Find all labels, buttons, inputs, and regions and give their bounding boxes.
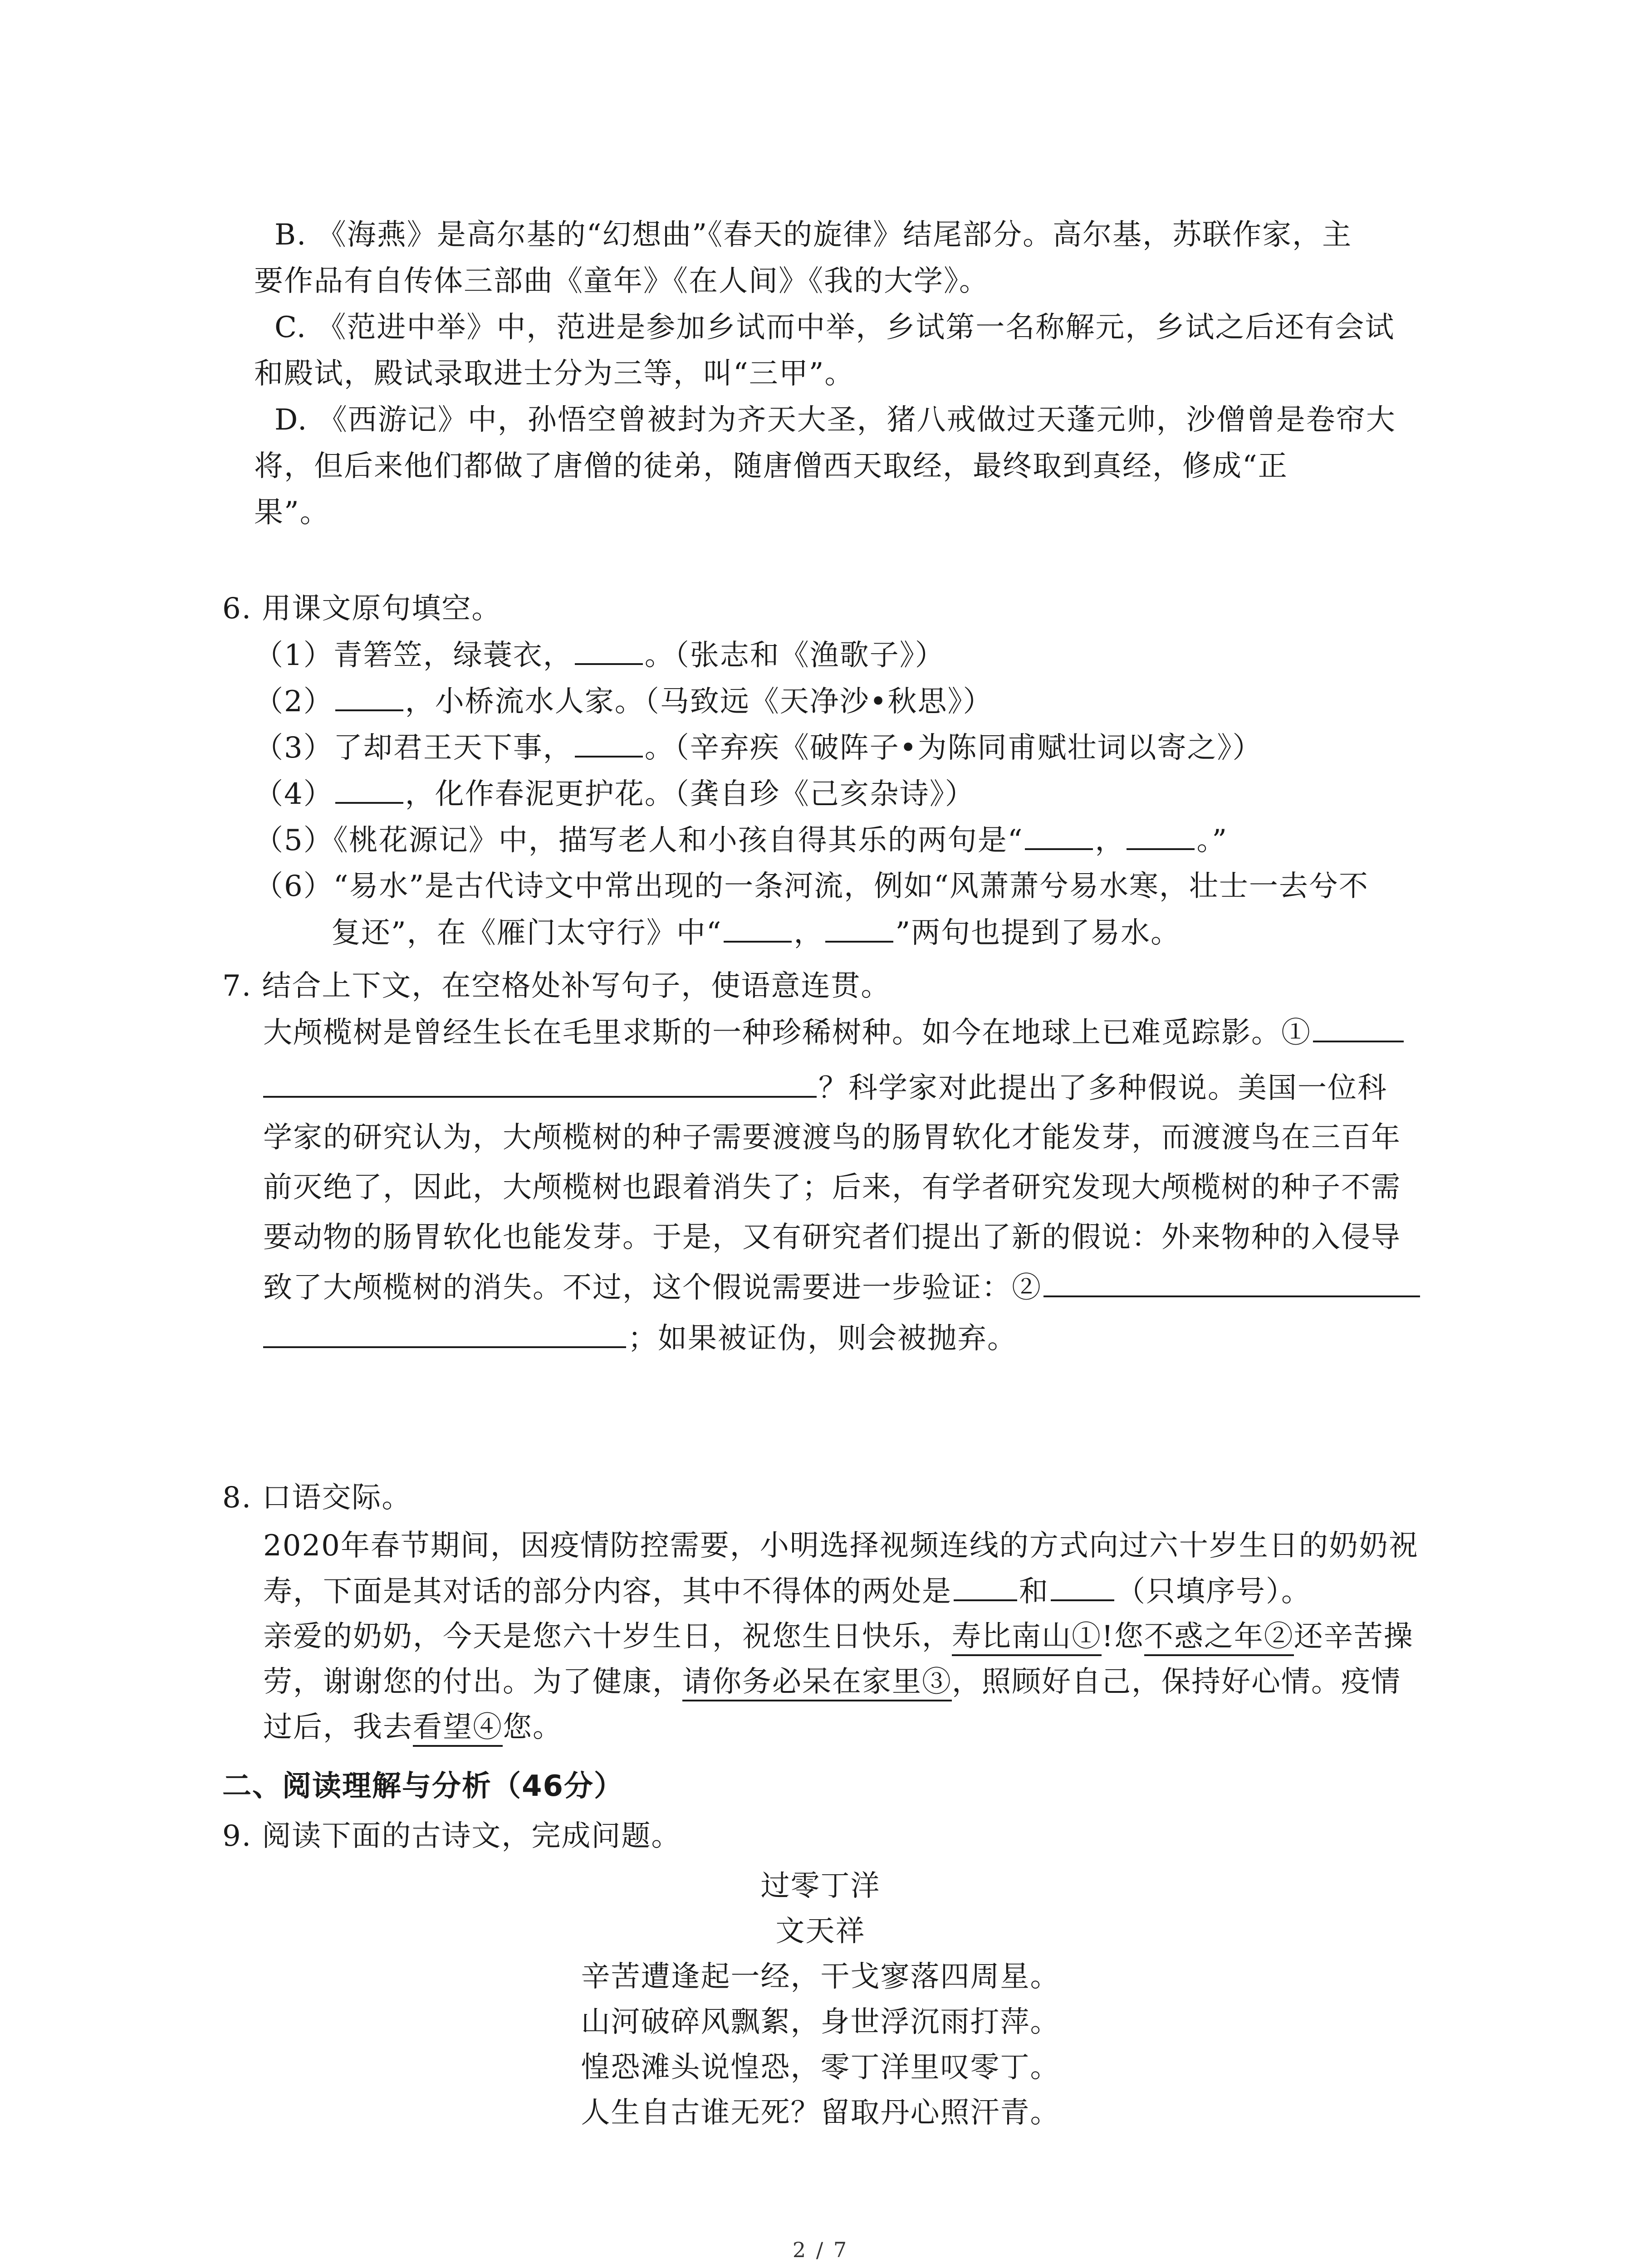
question-6-title: 6. 用课文原句填空。 [222,592,502,626]
option-c-line-1: C. 《范进中举》中，范进是参加乡试而中举，乡试第一名称解元，乡试之后还有会试 [274,311,1395,344]
q8-line-4: 劳，谢谢您的付出。为了健康，请你务必呆在家里③，照顾好自己，保持好心情。疫情 [263,1664,1401,1700]
option-d-line-3: 果”。 [254,496,330,529]
q6-item-6-line-1: （6）“易水”是古代诗文中常出现的一条河流，例如“风萧萧兮易水寒，壮士一去兮不 [254,870,1369,903]
answer-blank[interactable] [335,776,403,804]
q7-line-7: ；如果被证伪，则会被抛弃。 [263,1320,1017,1357]
q7-line-1: 大颅榄树是曾经生长在毛里求斯的一种珍稀树种。如今在地球上已难觅踪影。① [263,1014,1406,1051]
poem-title: 过零丁洋 [760,1869,881,1903]
q7-line-4: 前灭绝了，因此，大颅榄树也跟着消失了；后来，有学者研究发现大颅榄树的种子不需 [263,1171,1401,1204]
q6-item-6-line-2: 复还”，在《雁门太守行》中“ ， ”两句也提到了易水。 [331,914,1181,951]
answer-blank-2-cont[interactable] [263,1320,626,1348]
option-d-line-1: D. 《西游记》中，孙悟空曾被封为齐天大圣，猪八戒做过天蓬元帅，沙僧曾是卷帘大 [274,403,1396,437]
answer-blank[interactable] [954,1573,1017,1601]
q6-item-1: （1）青箬笠，绿蓑衣， 。（张志和《渔歌子》） [254,637,945,674]
q6-item-2: （2） ，小桥流水人家。（马致远《天净沙•秋思》） [254,683,993,720]
underlined-phrase-4: 看望④ [413,1711,503,1747]
q8-line-2: 寿，下面是其对话的部分内容，其中不得体的两处是 和 （只填序号）。 [263,1573,1311,1610]
poem-line-2: 山河破碎风飘絮，身世浮沉雨打萍。 [581,2005,1060,2039]
q8-line-5: 过后，我去看望④您。 [263,1709,563,1745]
q8-line-3: 亲爱的奶奶，今天是您六十岁生日，祝您生日快乐，寿比南山①!您不惑之年②还辛苦操 [263,1618,1414,1655]
answer-blank[interactable] [575,729,643,758]
answer-blank-1[interactable] [1313,1014,1404,1042]
option-b-line-2: 要作品有自传体三部曲《童年》《在人间》《我的大学》。 [254,264,989,298]
q7-line-6: 致了大颅榄树的消失。不过，这个假说需要进一步验证：② [263,1269,1422,1306]
answer-blank[interactable] [1051,1573,1114,1601]
q6-item-3: （3）了却君王天下事， 。（辛弃疾《破阵子•为陈同甫赋壮词以寄之》） [254,729,1262,766]
question-8-title: 8. 口语交际。 [222,1481,412,1515]
answer-blank[interactable] [335,683,403,711]
q7-line-2: ？科学家对此提出了多种假说。美国一位科 [263,1070,1387,1106]
poem-author: 文天祥 [775,1915,866,1948]
answer-blank[interactable] [825,914,893,943]
option-b-line-1: B. 《海燕》是高尔基的“幻想曲”《春天的旋律》结尾部分。高尔基，苏联作家，主 [274,218,1352,252]
poem-line-1: 辛苦遭逢起一经，干戈寥落四周星。 [581,1960,1060,1994]
answer-blank[interactable] [1127,822,1195,850]
underlined-phrase-3: 请你务必呆在家里③ [682,1665,952,1701]
underlined-phrase-2: 不惑之年② [1144,1620,1294,1656]
q6-item-4: （4） ，化作春泥更护花。（龚自珍《己亥杂诗》） [254,776,975,812]
option-d-line-2: 将，但后来他们都做了唐僧的徒弟，随唐僧西天取经，最终取到真经，修成“正 [254,450,1288,483]
page-number: 2 / 7 [792,2238,849,2262]
q7-line-5: 要动物的肠胃软化也能发芽。于是，又有研究者们提出了新的假说：外来物种的入侵导 [263,1221,1401,1254]
answer-blank[interactable] [724,914,792,943]
q7-line-3: 学家的研究认为，大颅榄树的种子需要渡渡鸟的肠胃软化才能发芽，而渡渡鸟在三百年 [263,1121,1401,1154]
q6-item-5: （5）《桃花源记》中，描写老人和小孩自得其乐的两句是“ ， 。” [254,822,1228,859]
underlined-phrase-1: 寿比南山① [952,1620,1102,1656]
answer-blank[interactable] [1025,822,1093,850]
question-7-title: 7. 结合上下文，在空格处补写句子，使语意连贯。 [222,969,891,1003]
poem-line-3: 惶恐滩头说惶恐，零丁洋里叹零丁。 [581,2051,1060,2084]
answer-blank[interactable] [575,637,643,665]
answer-blank-2[interactable] [1043,1269,1420,1297]
option-c-line-2: 和殿试，殿试录取进士分为三等，叫“三甲”。 [254,357,855,391]
question-9-title: 9. 阅读下面的古诗文，完成问题。 [222,1819,681,1853]
q8-line-1: 2020年春节期间，因疫情防控需要，小明选择视频连线的方式向过六十岁生日的奶奶祝 [263,1529,1419,1563]
section-2-heading: 二、阅读理解与分析（46分） [222,1769,624,1803]
poem-line-4: 人生自古谁无死？留取丹心照汗青。 [581,2096,1060,2130]
answer-blank-1-cont[interactable] [263,1070,817,1098]
